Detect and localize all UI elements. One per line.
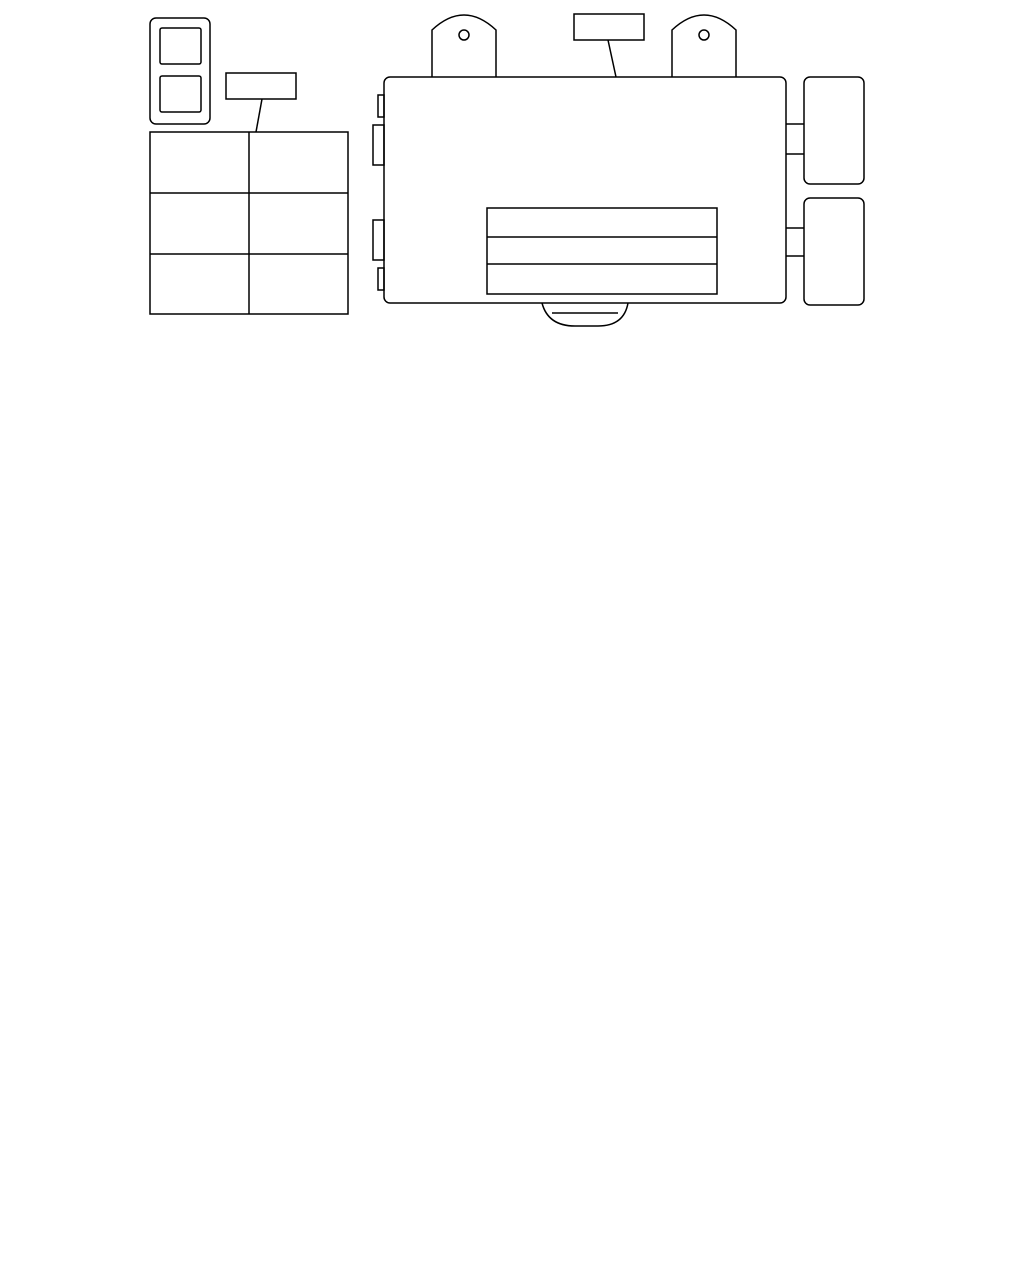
- relay-slot: [160, 28, 201, 64]
- top-left-holder: [150, 18, 210, 124]
- callout-8-10: [574, 14, 644, 77]
- right-lower-holder: [786, 198, 864, 305]
- callout-8-15: [226, 73, 296, 132]
- left-relay-block: [150, 132, 348, 314]
- right-upper-holder: [786, 77, 864, 184]
- relay-slot: [160, 76, 201, 112]
- main-relay-box: [373, 15, 786, 326]
